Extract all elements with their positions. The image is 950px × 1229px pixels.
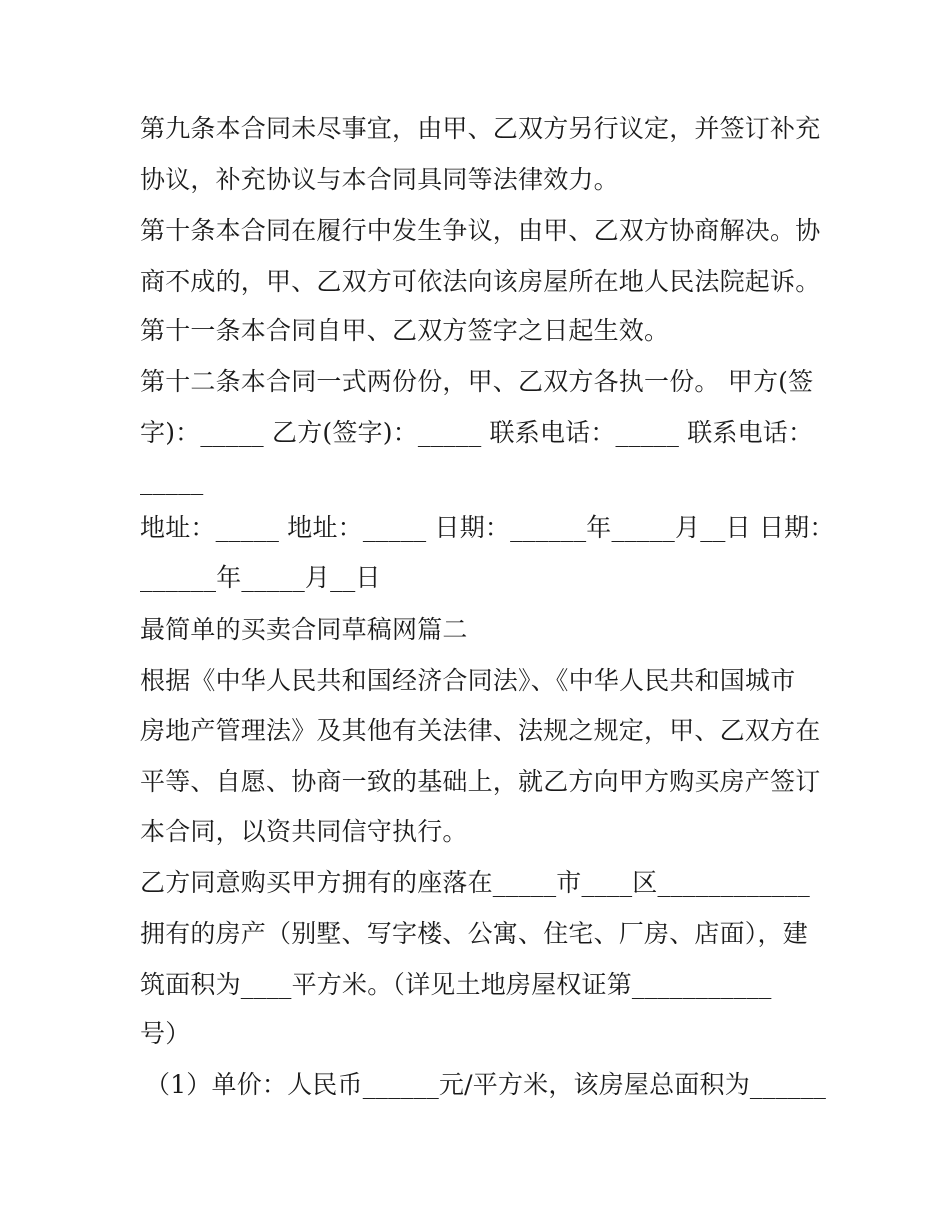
text-line: 第十二条本合同一式两份份，甲、乙双方各执一份。 甲方(签 (140, 367, 814, 396)
text-line: 房地产管理法》及其他有关法律、法规之规定，甲、乙双方在 (140, 716, 821, 745)
text-line: 协议，补充协议与本合同具同等法律效力。 (140, 165, 619, 194)
text-line: 乙方同意购买甲方拥有的座落在_____市____区____________ (140, 868, 810, 897)
text-line: 号） (140, 1019, 191, 1048)
text-line: 第九条本合同未尽事宜，由甲、乙双方另行议定，并签订补充 (140, 114, 821, 143)
text-line: 本合同，以资共同信守执行。 (140, 817, 468, 846)
text-line: 商不成的，甲、乙双方可依法向该房屋所在地人民法院起诉。 (140, 267, 821, 296)
text-line: （1）单价：人民币______元/平方米，该房屋总面积为______ (145, 1070, 827, 1099)
text-line: ______年_____月__日 (140, 563, 381, 592)
text-line: 拥有的房产（别墅、写字楼、公寓、住宅、厂房、店面），建 (140, 919, 808, 948)
text-line: 地址：_____ 地址：_____ 日期：______年_____月__日 日期： (140, 513, 835, 542)
text-line: 第十一条本合同自甲、乙双方签字之日起生效。 (140, 316, 670, 345)
text-line: 平等、自愿、协商一致的基础上，就乙方向甲方购买房产签订 (140, 767, 821, 796)
text-line: 字)：_____ 乙方(签字)：_____ 联系电话：_____ 联系电话： (140, 418, 814, 447)
text-line: 筑面积为____平方米。（详见土地房屋权证第___________ (140, 970, 772, 999)
section-heading: 最简单的买卖合同草稿网篇二 (140, 615, 468, 644)
text-line: _____ (140, 466, 204, 495)
text-line: 第十条本合同在履行中发生争议，由甲、乙双方协商解决。协 (140, 216, 821, 245)
text-line: 根据《中华人民共和国经济合同法》、《中华人民共和国城市 (140, 666, 796, 695)
